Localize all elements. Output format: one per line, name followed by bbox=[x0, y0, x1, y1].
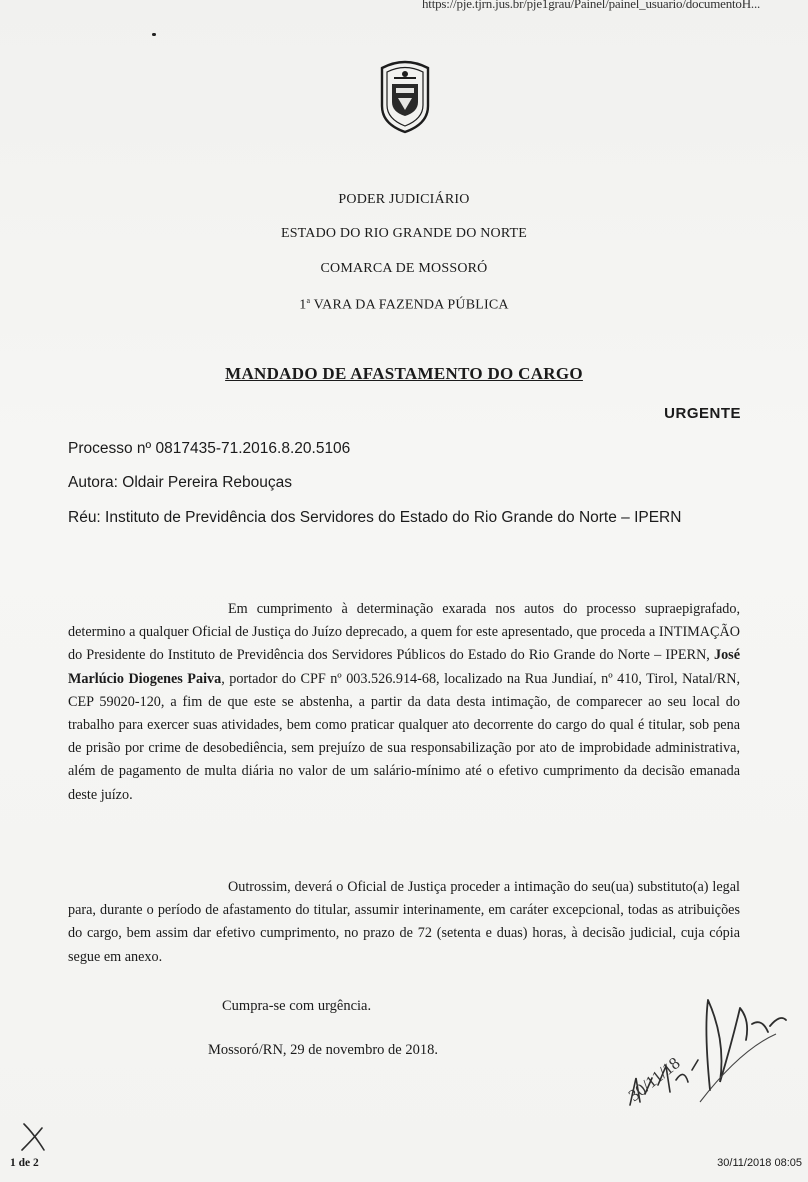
place-and-date: Mossoró/RN, 29 de novembro de 2018. bbox=[208, 1042, 438, 1058]
paragraph-substitute-text: Outrossim, deverá o Oficial de Justiça proceder a intimação do seu(ua) substituto(a) legal para, durante o período de afastamento do titular, assumir interinamente, em caráter excepcional, todas as atribuições do cargo, bem assim dar efetivo cumprimento, no prazo de 72 (setenta e duas) horas, à decisão judicial, cuja cópia segue em anexo. bbox=[68, 879, 740, 965]
paragraph-order-text-b: , portador do CPF nº 003.526.914-68, localizado na Rua Jundiaí, nº 410, Tirol, Natal/RN, CEP 59020-120, a fim de que este se abstenha, a partir da data desta intimação, de comparecer ao seu local do trabalho para exercer suas atividades, bem como praticar qualquer ato decorrente do cargo do qual é titular, sob pena de prisão por crime de desobediência, sem prejuízo de sua responsabilização por ato de improbidade administrativa, além de pagamento de multa diária no valor de um salário-mínimo até o efetivo cumprimento da decisão emanada deste juízo. bbox=[68, 670, 740, 803]
closing-urgency-note: Cumpra-se com urgência. bbox=[222, 998, 372, 1014]
handwritten-x-mark bbox=[18, 1120, 50, 1156]
document-title: MANDADO DE AFASTAMENTO DO CARGO bbox=[225, 364, 583, 383]
signature-date: 30/11/18 bbox=[624, 1053, 684, 1106]
page-number: 1 de 2 bbox=[10, 1157, 39, 1169]
browser-url-fragment: https://pje.tjrn.jus.br/pje1grau/Painel/painel_usuario/documentoH... bbox=[422, 0, 761, 11]
header-line-state: ESTADO DO RIO GRANDE DO NORTE bbox=[280, 226, 528, 241]
plaintiff: Autora: Oldair Pereira Rebouças bbox=[68, 474, 293, 491]
paragraph-order-text-a: Em cumprimento à determinação exarada nos autos do processo suprаepigrafado, determino a qualquer Oficial de Justiça do Juízo deprecado, a quem for este apresentado, que proceda a INTIMAÇÃO do Presidente do Instituto de Previdência dos Servidores Públicos do Estado do Rio Grande do Norte – IPERN, bbox=[68, 601, 740, 664]
scan-speck bbox=[152, 33, 156, 36]
defendant: Réu: Instituto de Previdência dos Servidores do Estado do Rio Grande do Norte – IPERN bbox=[68, 509, 682, 526]
urgency-label: URGENTE bbox=[664, 405, 741, 422]
handwritten-signature bbox=[600, 990, 790, 1130]
official-name: José Marlúcio Diogenes Paiva bbox=[68, 647, 740, 687]
court-ordinal: 1 bbox=[299, 297, 307, 313]
paragraph-order bbox=[68, 598, 740, 807]
coat-of-arms-icon bbox=[376, 58, 434, 134]
header-line-judiciary: PODER JUDICIÁRIO bbox=[338, 192, 470, 207]
header-line-county: COMARCA DE MOSSORÓ bbox=[320, 261, 488, 276]
court-ordinal-sup: a bbox=[306, 296, 311, 305]
header-line-court bbox=[0, 296, 808, 314]
paragraph-substitute bbox=[68, 876, 740, 969]
court-name: VARA DA FAZENDA PÚBLICA bbox=[310, 297, 509, 313]
print-timestamp: 30/11/2018 08:05 bbox=[717, 1157, 802, 1169]
process-number: Processo nº 0817435-71.2016.8.20.5106 bbox=[68, 440, 351, 457]
